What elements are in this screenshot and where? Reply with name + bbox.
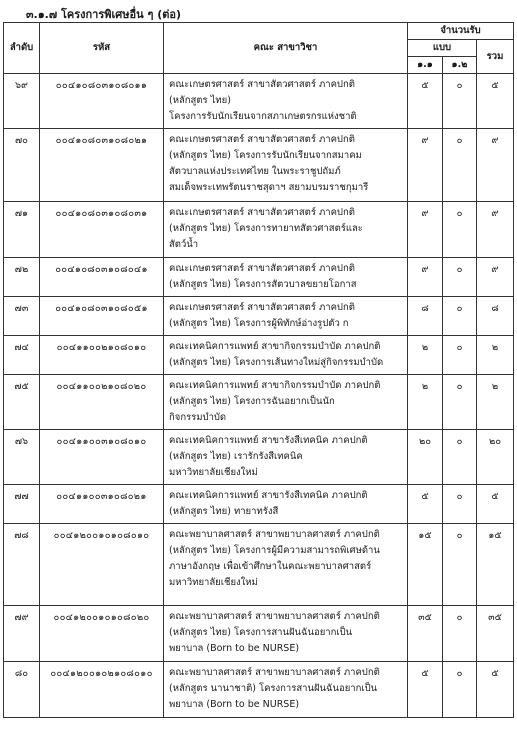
row-quota-1-2: ๐ (443, 129, 477, 202)
faculty-line: (หลักสูตร ไทย) โครงการผู้มีความสามารถพิเศษด้าน (169, 545, 380, 556)
faculty-line: พยาบาล (Born to be NURSE) (169, 643, 300, 654)
row-quota-1-1: ๙ (408, 258, 443, 297)
faculty-line: (หลักสูตร ไทย) โครงการสัตวบาลขยายโอกาส (169, 279, 357, 290)
row-quota-1-1: ๕ (408, 662, 443, 718)
table-row (4, 606, 514, 662)
faculty-line: คณะเทคนิคการแพทย์ สาขากิจกรรมบำบัด ภาคปกติ (169, 380, 381, 391)
row-code: ๐๐๔๑๐๘๐๓๑๐๘๐๔๑ (40, 258, 164, 297)
section-title: ๓.๑.๗ โครงการพิเศษอื่น ๆ (ต่อ) (26, 8, 181, 21)
row-quota-1-2: ๐ (443, 606, 477, 662)
table-row (4, 297, 514, 336)
row-seq: ๗๒ (4, 258, 40, 297)
row-code: ๐๐๔๑๑๐๐๓๑๐๘๐๒๑ (40, 485, 164, 524)
faculty-line: คณะเกษตรศาสตร์ สาขาสัตวศาสตร์ ภาคปกติ (169, 134, 355, 145)
row-total: ๙ (477, 202, 514, 258)
row-quota-1-1: ๑๕ (408, 524, 443, 606)
row-total: ๑๕ (477, 524, 514, 606)
row-quota-1-1: ๙ (408, 202, 443, 258)
header-faculty: คณะ สาขาวิชา (164, 23, 408, 74)
row-quota-1-1: ๓๕ (408, 606, 443, 662)
header-type-1-1: ๑.๑ (408, 57, 443, 74)
faculty-line: (หลักสูตร ไทย) โครงการเส้นทางใหม่สู่กิจกรรมบำบัด (169, 357, 384, 368)
row-seq: ๗๔ (4, 336, 40, 375)
faculty-line: (หลักสูตร ไทย) โครงการฉันอยากเป็นนัก (169, 396, 335, 407)
row-faculty (164, 524, 408, 606)
row-faculty (164, 375, 408, 430)
row-quota-1-2: ๐ (443, 336, 477, 375)
table-row (4, 485, 514, 524)
header-seq: ลำดับ (4, 23, 40, 74)
table-row (4, 258, 514, 297)
faculty-line: คณะเกษตรศาสตร์ สาขาสัตวศาสตร์ ภาคปกติ (169, 79, 355, 90)
faculty-line: (หลักสูตร นานาชาติ) โครงการสานฝันฉันอยากเป็น (169, 683, 378, 694)
row-total: ๕ (477, 662, 514, 718)
row-total: ๙ (477, 258, 514, 297)
row-faculty (164, 662, 408, 718)
header-quota: จำนวนรับ (408, 23, 514, 40)
row-code: ๐๐๔๑๒๐๐๑๐๑๐๘๐๑๐ (40, 524, 164, 606)
row-faculty (164, 430, 408, 485)
faculty-line: ภาษาอังกฤษ เพื่อเข้าศึกษาในคณะพยาบาลศาสตร์ (169, 561, 372, 572)
row-seq: ๗๐ (4, 129, 40, 202)
row-quota-1-1: ๕ (408, 74, 443, 129)
row-code: ๐๐๔๑๑๐๐๒๑๐๘๐๒๐ (40, 375, 164, 430)
row-total: ๕ (477, 485, 514, 524)
table-body (4, 74, 514, 718)
row-faculty (164, 202, 408, 258)
row-quota-1-2: ๐ (443, 524, 477, 606)
row-code: ๐๐๔๑๒๐๐๑๐๒๑๐๘๐๑๐ (40, 662, 164, 718)
row-code: ๐๐๔๑๑๐๐๒๑๐๘๐๑๐ (40, 336, 164, 375)
table-row (4, 74, 514, 129)
row-faculty (164, 129, 408, 202)
row-total: ๙ (477, 129, 514, 202)
row-seq: ๗๑ (4, 202, 40, 258)
table-row (4, 430, 514, 485)
row-code: ๐๐๔๑๑๐๐๓๑๐๘๐๑๐ (40, 430, 164, 485)
row-faculty (164, 258, 408, 297)
row-total: ๘ (477, 297, 514, 336)
faculty-line: (หลักสูตร ไทย) โครงการผู้พิทักษ์อ่างรูปตัว ก (169, 318, 349, 329)
row-quota-1-2: ๐ (443, 662, 477, 718)
row-code: ๐๐๔๑๐๘๐๓๑๐๘๐๒๑ (40, 129, 164, 202)
table-row (4, 129, 514, 202)
row-code: ๐๐๔๑๒๐๐๑๐๑๐๘๐๒๐ (40, 606, 164, 662)
table-row (4, 524, 514, 606)
row-quota-1-1: ๒ (408, 336, 443, 375)
row-quota-1-1: ๙ (408, 129, 443, 202)
faculty-line: คณะเกษตรศาสตร์ สาขาสัตวศาสตร์ ภาคปกติ (169, 263, 355, 274)
row-quota-1-2: ๐ (443, 375, 477, 430)
row-quota-1-2: ๐ (443, 297, 477, 336)
header-type-1-2: ๑.๒ (443, 57, 477, 74)
row-quota-1-1: ๒๐ (408, 430, 443, 485)
row-quota-1-2: ๐ (443, 74, 477, 129)
faculty-line: มหาวิทยาลัยเชียงใหม่ (169, 467, 258, 478)
row-quota-1-1: ๕ (408, 485, 443, 524)
header-code: รหัส (40, 23, 164, 74)
row-total: ๓๕ (477, 606, 514, 662)
row-quota-1-1: ๒ (408, 375, 443, 430)
faculty-line: โครงการรับนักเรียนจากสภาเกษตรกรแห่งชาติ (169, 111, 357, 122)
faculty-line: กิจกรรมบำบัด (169, 412, 227, 423)
faculty-line: สัตว์น้ำ (169, 239, 199, 250)
faculty-line: คณะเกษตรศาสตร์ สาขาสัตวศาสตร์ ภาคปกติ (169, 302, 355, 313)
faculty-line: (หลักสูตร ไทย) ทายาทรังสี (169, 506, 279, 517)
faculty-line: คณะพยาบาลศาสตร์ สาขาพยาบาลศาสตร์ ภาคปกติ (169, 611, 380, 622)
faculty-line: (หลักสูตร ไทย) โครงการรับนักเรียนจากสมาคม (169, 150, 362, 161)
quota-table (3, 22, 514, 718)
row-seq: ๗๓ (4, 297, 40, 336)
row-code: ๐๐๔๑๐๘๐๓๑๐๘๐๑๑ (40, 74, 164, 129)
faculty-line: คณะเกษตรศาสตร์ สาขาสัตวศาสตร์ ภาคปกติ (169, 207, 355, 218)
faculty-line: คณะเทคนิคการแพทย์ สาขารังสีเทคนิค ภาคปกติ (169, 490, 368, 501)
faculty-line: สัตวบาลแห่งประเทศไทย ในพระราชูปถัมภ์ (169, 166, 341, 177)
row-seq: ๗๖ (4, 430, 40, 485)
row-seq: ๗๘ (4, 524, 40, 606)
row-faculty (164, 74, 408, 129)
header-type: แบบ (408, 40, 477, 57)
row-seq: ๗๕ (4, 375, 40, 430)
row-faculty (164, 336, 408, 375)
table-row (4, 662, 514, 718)
row-seq: ๘๐ (4, 662, 40, 718)
faculty-line: พยาบาล (Born to be NURSE) (169, 699, 300, 710)
row-total: ๕ (477, 74, 514, 129)
row-quota-1-1: ๘ (408, 297, 443, 336)
faculty-line: คณะเทคนิคการแพทย์ สาขากิจกรรมบำบัด ภาคปกติ (169, 341, 381, 352)
row-code: ๐๐๔๑๐๘๐๓๑๐๘๐๓๑ (40, 202, 164, 258)
faculty-line: มหาวิทยาลัยเชียงใหม่ (169, 577, 258, 588)
faculty-line: (หลักสูตร ไทย) เรารักรังสีเทคนิค (169, 451, 303, 462)
table-row (4, 375, 514, 430)
row-seq: ๗๗ (4, 485, 40, 524)
row-total: ๒ (477, 375, 514, 430)
faculty-line: (หลักสูตร ไทย) โครงการสานฝันฉันอยากเป็น (169, 627, 353, 638)
row-faculty (164, 606, 408, 662)
row-faculty (164, 485, 408, 524)
faculty-line: คณะพยาบาลศาสตร์ สาขาพยาบาลศาสตร์ ภาคปกติ (169, 529, 380, 540)
row-code: ๐๐๔๑๐๘๐๓๑๐๘๐๕๑ (40, 297, 164, 336)
faculty-line: คณะพยาบาลศาสตร์ สาขาพยาบาลศาสตร์ ภาคปกติ (169, 667, 380, 678)
row-quota-1-2: ๐ (443, 485, 477, 524)
row-total: ๒๐ (477, 430, 514, 485)
row-seq: ๗๙ (4, 606, 40, 662)
row-quota-1-2: ๐ (443, 202, 477, 258)
row-seq: ๖๙ (4, 74, 40, 129)
header-total: รวม (477, 40, 514, 74)
faculty-line: (หลักสูตร ไทย) (169, 95, 231, 106)
faculty-line: (หลักสูตร ไทย) โครงการทายาทสัตวศาสตร์และ (169, 223, 363, 234)
row-quota-1-2: ๐ (443, 430, 477, 485)
row-faculty (164, 297, 408, 336)
table-row (4, 336, 514, 375)
faculty-line: คณะเทคนิคการแพทย์ สาขารังสีเทคนิค ภาคปกติ (169, 435, 368, 446)
table-row (4, 202, 514, 258)
row-total: ๒ (477, 336, 514, 375)
faculty-line: สมเด็จพระเทพรัตนราชสุดาฯ สยามบรมราชกุมารี (169, 182, 369, 193)
row-quota-1-2: ๐ (443, 258, 477, 297)
